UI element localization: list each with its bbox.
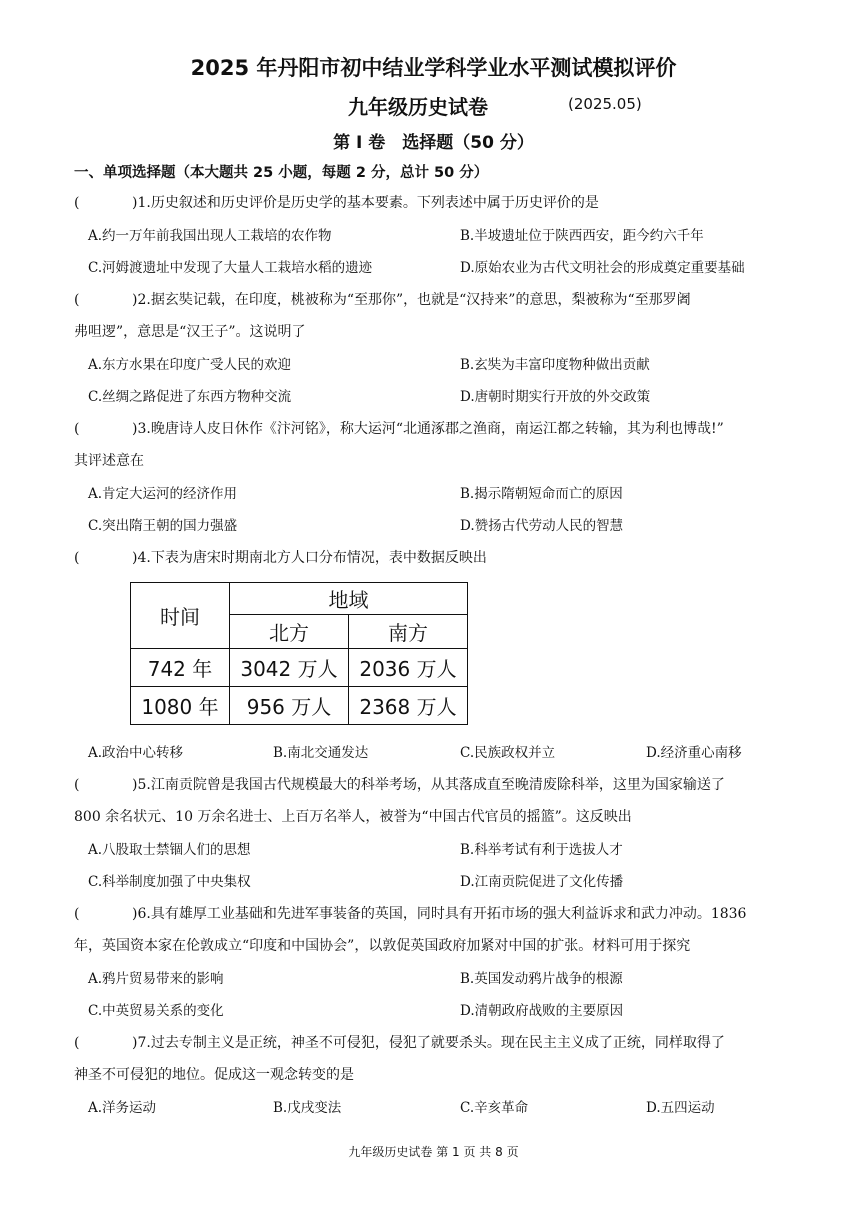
table-header-south: 南方 bbox=[349, 615, 468, 649]
table-cell-year: 742 年 bbox=[131, 649, 230, 687]
question-4-option-b: B.南北交通发达 bbox=[273, 745, 369, 761]
question-6-stem-cont: 年，英国资本家在伦敦成立“印度和中国协会”，以敦促英国政府加紧对中国的扩张。材料可用于探究 bbox=[74, 938, 691, 954]
table-row bbox=[131, 649, 468, 687]
question-5-stem-cont: 800 余名状元、10 万余名进士、上百万名举人，被誉为“中国古代官员的摇篮”。这反映出 bbox=[74, 809, 632, 825]
table-cell-south: 2036 万人 bbox=[349, 649, 468, 687]
question-2-option-a: A.东方水果在印度广受人民的欢迎 bbox=[88, 357, 292, 373]
section-heading: 一、单项选择题（本大题共 25 小题，每题 2 分，总计 50 分） bbox=[74, 165, 489, 181]
question-1-option-c: C.河姆渡遗址中发现了大量人工栽培水稻的遗迹 bbox=[88, 260, 373, 276]
table-header-time: 时间 bbox=[131, 583, 230, 649]
exam-subtitle: 九年级历史试卷 bbox=[348, 95, 488, 119]
question-6-option-d: D.清朝政府战败的主要原因 bbox=[460, 1003, 624, 1019]
table-cell-north: 956 万人 bbox=[230, 687, 349, 725]
question-1-stem: ( )1.历史叙述和历史评价是历史学的基本要素。下列表述中属于历史评价的是 bbox=[74, 195, 599, 211]
question-5-option-b: B.科举考试有利于选拔人才 bbox=[460, 842, 623, 858]
question-1-option-a: A.约一万年前我国出现人工栽培的农作物 bbox=[88, 228, 332, 244]
question-3-option-d: D.赞扬古代劳动人民的智慧 bbox=[460, 518, 624, 534]
table-header-region: 地域 bbox=[230, 583, 468, 615]
question-2-option-d: D.唐朝时期实行开放的外交政策 bbox=[460, 389, 651, 405]
question-7-stem-cont: 神圣不可侵犯的地位。促成这一观念转变的是 bbox=[74, 1067, 354, 1083]
question-4-stem: ( )4.下表为唐宋时期南北方人口分布情况，表中数据反映出 bbox=[74, 550, 487, 566]
question-4-option-a: A.政治中心转移 bbox=[88, 745, 184, 761]
question-1-option-b: B.半坡遗址位于陕西西安，距今约六千年 bbox=[460, 228, 704, 244]
table-cell-north: 3042 万人 bbox=[230, 649, 349, 687]
question-6-option-c: C.中英贸易关系的变化 bbox=[88, 1003, 224, 1019]
question-2-stem: ( )2.据玄奘记载，在印度，桃被称为“至那你”，也就是“汉持来”的意思，梨被称为“至那罗阇 bbox=[74, 292, 691, 308]
question-3-stem: ( )3.晚唐诗人皮日休作《汴河铭》，称大运河“北通涿郡之渔商，南运江都之转输，其为利也博哉!” bbox=[74, 421, 724, 437]
exam-date: (2025.05) bbox=[568, 95, 642, 113]
question-6-option-b: B.英国发动鸦片战争的根源 bbox=[460, 971, 623, 987]
exam-title: 2025 年丹阳市初中结业学科学业水平测试模拟评价 bbox=[190, 56, 677, 80]
question-5-stem: ( )5.江南贡院曾是我国古代规模最大的科举考场，从其落成直至晚清废除科举，这里为国家输送了 bbox=[74, 777, 725, 793]
question-7-option-d: D.五四运动 bbox=[646, 1100, 715, 1116]
question-1-option-d: D.原始农业为古代文明社会的形成奠定重要基础 bbox=[460, 260, 745, 276]
question-3-option-b: B.揭示隋朝短命而亡的原因 bbox=[460, 486, 623, 502]
question-4-option-c: C.民族政权并立 bbox=[460, 745, 556, 761]
table-row bbox=[131, 687, 468, 725]
question-5-option-a: A.八股取士禁锢人们的思想 bbox=[88, 842, 251, 858]
question-6-option-a: A.鸦片贸易带来的影响 bbox=[88, 971, 224, 987]
table-cell-year: 1080 年 bbox=[131, 687, 230, 725]
question-3-stem-cont: 其评述意在 bbox=[74, 453, 144, 469]
population-table bbox=[130, 582, 468, 725]
table-header-north: 北方 bbox=[230, 615, 349, 649]
question-7-option-c: C.辛亥革命 bbox=[460, 1100, 529, 1116]
question-7-stem: ( )7.过去专制主义是正统，神圣不可侵犯，侵犯了就要杀头。现在民主主义成了正统，同样取得了 bbox=[74, 1035, 725, 1051]
question-6-stem: ( )6.具有雄厚工业基础和先进军事装备的英国，同时具有开拓市场的强大利益诉求和武力冲动。1836 bbox=[74, 906, 747, 922]
question-5-option-c: C.科举制度加强了中央集权 bbox=[88, 874, 251, 890]
page-footer: 九年级历史试卷 第 1 页 共 8 页 bbox=[348, 1145, 519, 1159]
question-7-option-b: B.戊戌变法 bbox=[273, 1100, 342, 1116]
question-3-option-c: C.突出隋王朝的国力强盛 bbox=[88, 518, 238, 534]
question-7-option-a: A.洋务运动 bbox=[88, 1100, 157, 1116]
question-3-option-a: A.肯定大运河的经济作用 bbox=[88, 486, 238, 502]
question-2-option-b: B.玄奘为丰富印度物种做出贡献 bbox=[460, 357, 650, 373]
question-4-option-d: D.经济重心南移 bbox=[646, 745, 742, 761]
question-2-stem-cont: 弗呾逻”，意思是“汉王子”。这说明了 bbox=[74, 324, 306, 340]
table-cell-south: 2368 万人 bbox=[349, 687, 468, 725]
question-5-option-d: D.江南贡院促进了文化传播 bbox=[460, 874, 624, 890]
part-heading: 第 I 卷 选择题（50 分） bbox=[333, 133, 534, 153]
question-2-option-c: C.丝绸之路促进了东西方物种交流 bbox=[88, 389, 292, 405]
